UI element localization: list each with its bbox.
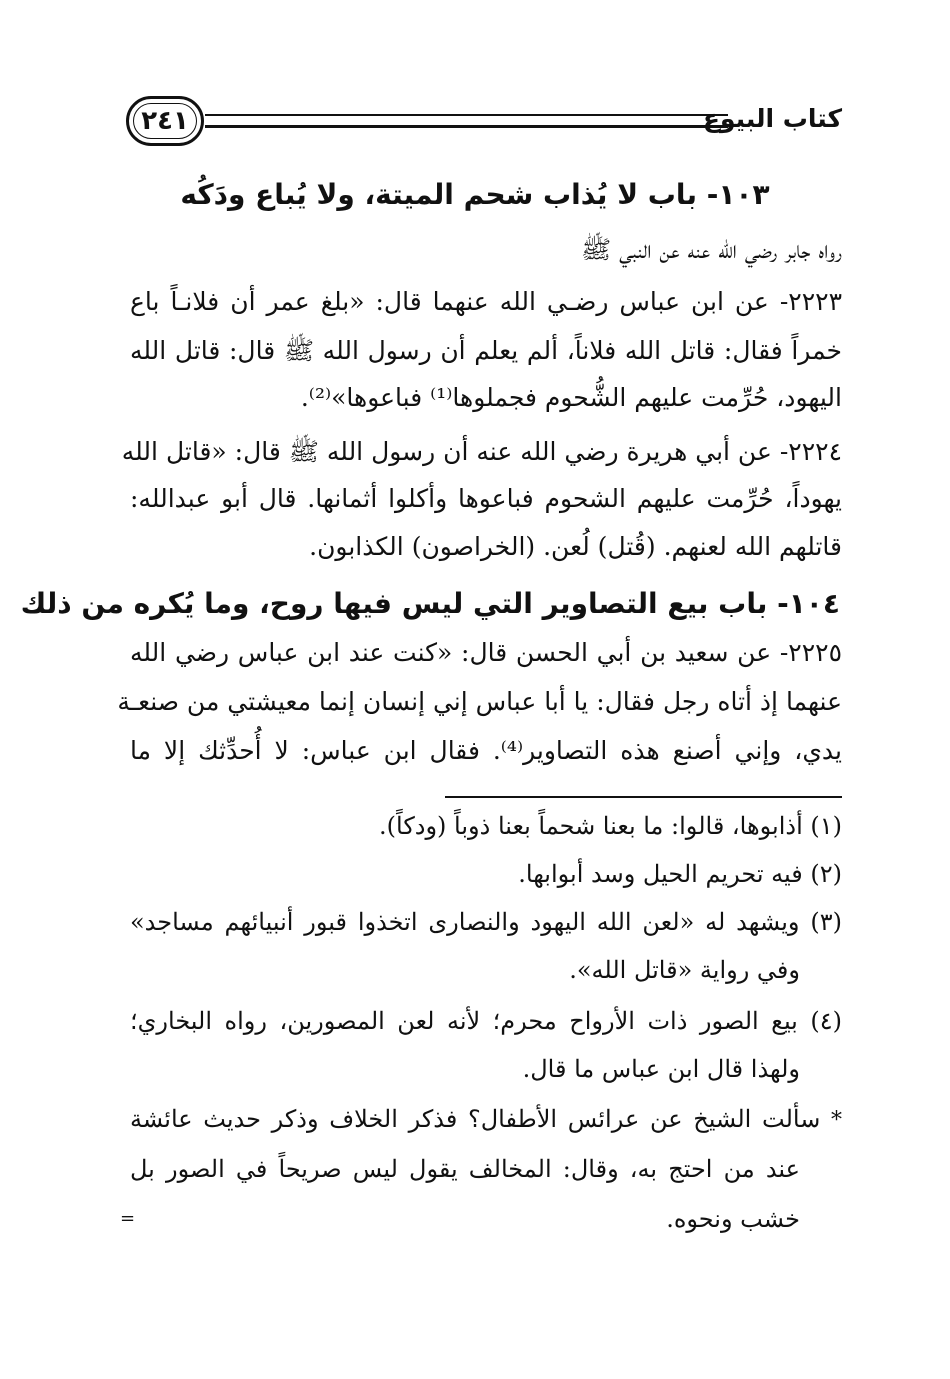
hadith-2225-line-3: يدي، وإني أصنع هذه التصاوير⁽⁴⁾. فقال ابن عباس: لا أُحدِّثك إلا ما: [130, 736, 842, 765]
hadith-2224-line-3: قاتلهم الله لعنهم. (قُتل) لُعن. (الخراصون) الكذابون.: [309, 532, 842, 561]
footnote-4-line-2: ولهذا قال ابن عباس ما قال.: [522, 1055, 800, 1083]
footnote-3-line-1: (٣) ويشهد له «لعن الله اليهود والنصارى اتخذوا قبور أنبيائهم مساجد»: [130, 908, 842, 936]
asterisk-marker: *: [831, 1108, 842, 1133]
hadith-2225-line-2: عنهما إذ أتاه رجل فقال: يا أبا عباس إني إنسان إنما معيشتي من صنعـة: [117, 687, 842, 716]
commentary-line-3: خشب ونحوه.: [666, 1205, 800, 1233]
footnote-1: (١) أذابوها، قالوا: ما بعنا شحماً بعنا ذوباً (ودكاً).: [379, 812, 842, 840]
hadith-2223-line-2: خمراً فقال: قاتل الله فلاناً، ألم يعلم أن رسول الله ﷺ قال: قاتل الله: [130, 336, 842, 365]
hadith-2223-line-1: ٢٢٢٣- عن ابن عباس رضـي الله عنهما قال: «بلغ عمر أن فلانـاً باع: [130, 287, 842, 316]
hadith-2224-line-1: ٢٢٢٤- عن أبي هريرة رضي الله عنه أن رسول الله ﷺ قال: «قاتل الله: [121, 437, 842, 466]
chapter-subheading-103: رواه جابر رضي الله عنه عن النبي ﷺ: [581, 235, 842, 264]
footnote-2: (٢) فيه تحريم الحيل وسد أبوابها.: [518, 860, 842, 888]
chapter-heading-104: ١٠٤- باب بيع التصاوير التي ليس فيها روح، وما يُكره من ذلك: [20, 587, 840, 620]
hadith-2225-line-1: ٢٢٢٥- عن سعيد بن أبي الحسن قال: «كنت عند ابن عباس رضي الله: [130, 638, 842, 667]
page-number-badge: [126, 96, 204, 146]
hadith-2223-line-3: اليهود، حُرِّمت عليهم الشُّحوم فجملوها⁽¹⁾ فباعوها»⁽²⁾.: [300, 383, 842, 412]
commentary-text-1: سألت الشيخ عن عرائس الأطفال؟ فذكر الخلاف وذكر حديث عائشة: [130, 1105, 821, 1133]
header-rule: [205, 114, 728, 128]
chapter-heading-103: ١٠٣- باب لا يُذاب شحم الميتة، ولا يُباع ودَكُه: [180, 178, 770, 211]
footnote-separator: [445, 796, 842, 798]
commentary-line-1: [130, 1105, 842, 1133]
footnote-4-line-1: (٤) بيع الصور ذات الأرواح محرم؛ لأنه لعن المصورين، رواه البخاري؛: [130, 1007, 842, 1035]
hadith-2224-line-2: يهوداً، حُرِّمت عليهم الشحوم فباعوها وأكلوا أثمانها. قال أبو عبدالله:: [130, 484, 842, 513]
margin-continuation-mark: =: [120, 1208, 136, 1229]
footnote-3-line-2: وفي رواية «قاتل الله».: [569, 956, 800, 984]
page-number: ٢٤١: [141, 106, 189, 136]
running-title: كتاب البيوع: [702, 104, 842, 133]
commentary-line-2: عند من احتج به، وقال: المخالف يقول ليس صريحاً في الصور بل: [130, 1155, 800, 1183]
